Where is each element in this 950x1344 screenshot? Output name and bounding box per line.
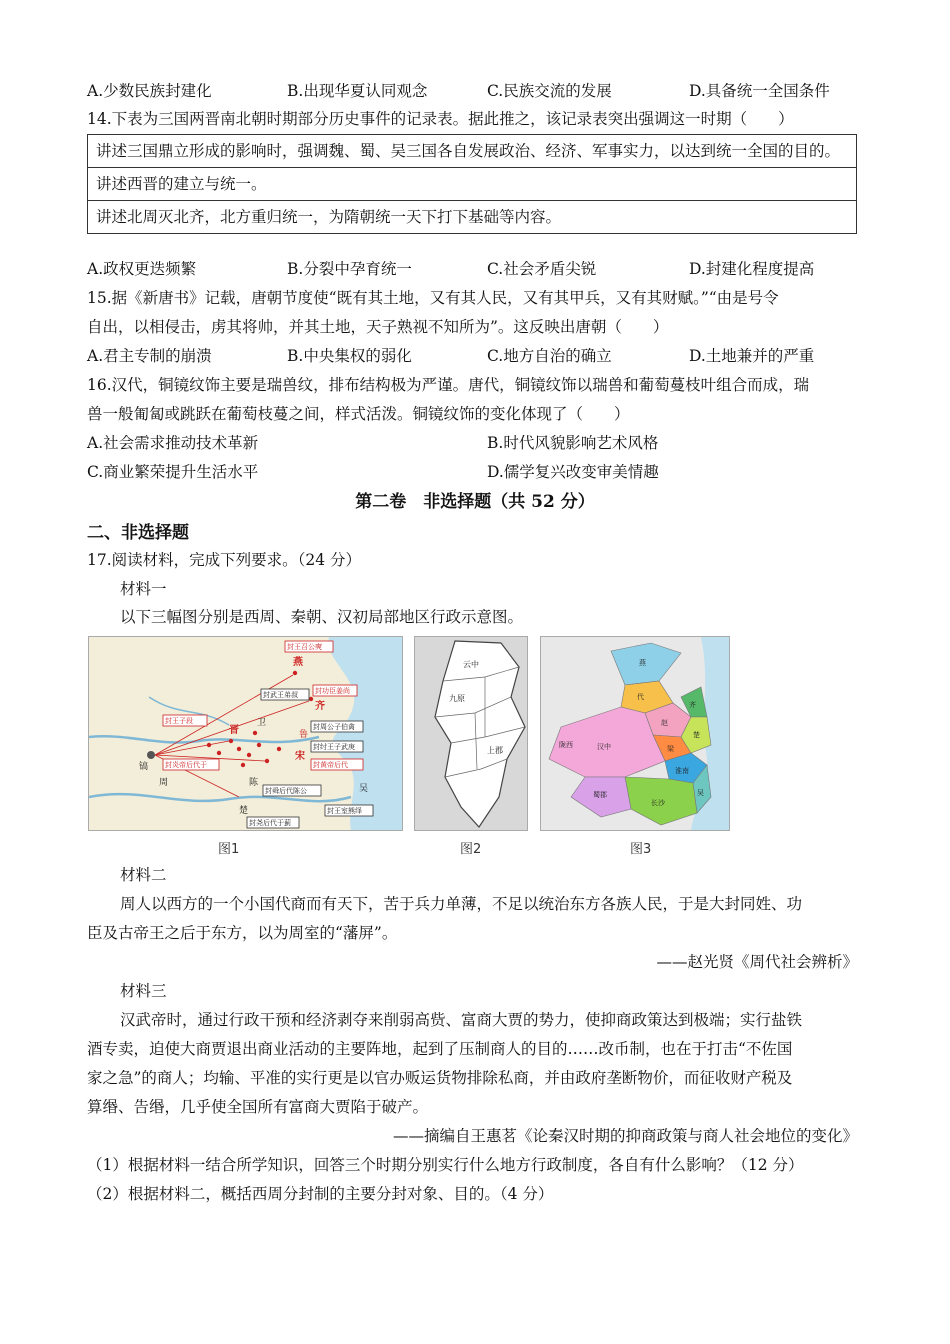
table-cell: 讲述西晋的建立与统一。: [88, 168, 857, 201]
figure-2-qin-map: [414, 636, 528, 831]
q16-options-row2: [87, 461, 867, 483]
map-label: 封功臣姜尚: [315, 687, 350, 695]
material-3-line1: 汉武帝时，通过行政干预和经济剥夺来削弱高赀、富商大贾的势力，使抑商政策达到极端；实行盐铁: [120, 1011, 803, 1029]
map-label: 吴: [697, 789, 704, 797]
q14-option-a[interactable]: A.政权更迭频繁: [87, 260, 197, 278]
map-label: 周: [159, 778, 169, 788]
map-label: 云中: [463, 660, 479, 669]
map-label: 封尧后代于蓟: [249, 819, 291, 827]
map-label: 吴: [359, 784, 369, 794]
material-3-line4: 算缗、告缗，几乎使全国所有富商大贾陷于破产。: [87, 1098, 429, 1116]
q16-option-b[interactable]: B.时代风貌影响艺术风格: [487, 434, 659, 452]
q17-sub1: （1）根据材料一结合所学知识，回答三个时期分别实行什么地方行政制度，各自有什么影响？（12 分）: [87, 1156, 804, 1174]
haojing-marker: [147, 751, 155, 759]
q14-stem: 14.下表为三国两晋南北朝时期部分历史事件的记录表。据此推之，该记录表突出强调这一时期（ ）: [87, 110, 794, 128]
map-label: 燕: [639, 659, 646, 667]
map-1-svg: [89, 637, 402, 830]
q14-option-c[interactable]: C.社会矛盾尖锐: [487, 260, 597, 278]
table-cell: 讲述北周灭北齐，北方重归统一，为隋朝统一天下打下基础等内容。: [88, 201, 857, 234]
map-label: 楚: [693, 731, 700, 739]
material-3-line3: 家之急”的商人；均输、平准的实行更是以官办贩运货物排除私商，并由政府垄断物价，而征收财产税及: [87, 1069, 793, 1087]
map-label: 封炎帝后代于: [165, 761, 207, 769]
map-label: 封舜后代陈公: [265, 787, 307, 795]
table-cell: 讲述三国鼎立形成的影响时，强调魏、蜀、吴三国各自发展政治、经济、军事实力，以达到统一全国的目的。: [88, 135, 857, 168]
map-label: 长沙: [651, 799, 665, 807]
q15-stem-line1: 15.据《新唐书》记载，唐朝节度使“既有其土地，又有其人民，又有其甲兵，又有其财赋。”“由是号令: [87, 289, 779, 307]
figure-1-caption: 图1: [218, 842, 240, 857]
map-3-svg: [541, 637, 729, 830]
q16-stem-line1: 16.汉代，铜镜纹饰主要是瑞兽纹，排布结构极为严谨。唐代，铜镜纹饰以瑞兽和葡萄蔓枝叶组合而成，瑞: [87, 376, 810, 394]
figure-2-caption: 图2: [460, 842, 482, 857]
q17-stem: 17.阅读材料，完成下列要求。（24 分）: [87, 551, 362, 569]
q13-option-b[interactable]: B.出现华夏认同观念: [287, 82, 428, 100]
table-row: [88, 135, 857, 168]
q13-option-a[interactable]: A.少数民族封建化: [87, 82, 212, 100]
q15-options: [87, 345, 867, 367]
material-1-text: 以下三幅图分别是西周、秦朝、汉初局部地区行政示意图。: [120, 608, 524, 626]
map-label: 梁: [667, 745, 674, 753]
map-label: 封王子段: [165, 717, 193, 725]
map-label: 汉中: [597, 743, 611, 751]
map-label: 齐: [315, 701, 325, 712]
q16-option-c[interactable]: C.商业繁荣提升生活水平: [87, 463, 259, 481]
table-row: [88, 201, 857, 234]
map-label: 封武王弟叔: [263, 691, 298, 699]
figure-3-early-han-map: [540, 636, 730, 831]
map-label: 镐: [139, 762, 149, 772]
material-1-label: 材料一: [120, 580, 167, 598]
q16-options-row1: [87, 432, 867, 454]
map-label: 燕: [293, 657, 303, 668]
q14-record-table: [87, 134, 857, 234]
map-label: 封王室熊绎: [327, 807, 362, 815]
map-label: 齐: [689, 701, 696, 709]
map-label: 晋: [229, 725, 239, 736]
q16-option-a[interactable]: A.社会需求推动技术革新: [87, 434, 259, 452]
map-label: 赵: [661, 719, 668, 727]
map-label: 上郡: [487, 746, 503, 755]
q13-options: [87, 80, 867, 102]
material-3-label: 材料三: [120, 982, 167, 1000]
q15-option-c[interactable]: C.地方自治的确立: [487, 347, 612, 365]
part2-title: 第二卷 非选择题（共 52 分）: [355, 492, 595, 512]
map-2-svg: [415, 637, 527, 830]
map-label: 楚: [239, 806, 249, 816]
map-label: 代: [637, 693, 644, 701]
map-label: 封周公子伯禽: [313, 723, 355, 731]
q13-option-d[interactable]: D.具备统一全国条件: [689, 82, 830, 100]
section-heading: 二、非选择题: [87, 523, 189, 543]
material-2-line1: 周人以西方的一个小国代商而有天下，苦于兵力单薄，不足以统治东方各族人民，于是大封同姓、功: [120, 895, 803, 913]
map-label: 淮南: [675, 767, 689, 775]
q15-option-b[interactable]: B.中央集权的弱化: [287, 347, 412, 365]
material-2-source: ——赵光贤《周代社会辨析》: [656, 953, 858, 971]
figure-3-caption: 图3: [630, 842, 652, 857]
map-label: 蜀郡: [593, 791, 607, 799]
q15-option-d[interactable]: D.土地兼并的严重: [689, 347, 815, 365]
q14-option-d[interactable]: D.封建化程度提高: [689, 260, 815, 278]
map-label: 封王召公奭: [287, 643, 322, 651]
material-2-label: 材料二: [120, 866, 167, 884]
map-label: 卫: [257, 718, 267, 728]
q14-options: [87, 258, 867, 280]
q16-option-d[interactable]: D.儒学复兴改变审美情趣: [487, 463, 659, 481]
material-2-line2: 臣及古帝王之后于东方，以为周室的“藩屏”。: [87, 924, 398, 942]
map-label: 封纣王子武庚: [313, 743, 355, 751]
map-label: 封黄帝后代: [313, 761, 348, 769]
q13-option-c[interactable]: C.民族交流的发展: [487, 82, 612, 100]
q16-stem-line2: 兽一般匍匐或跳跃在葡萄枝蔓之间，样式活泼。铜镜纹饰的变化体现了（ ）: [87, 405, 630, 423]
q15-option-a[interactable]: A.君主专制的崩溃: [87, 347, 212, 365]
map-label: 陇西: [559, 741, 573, 749]
figure-1-western-zhou-map: [88, 636, 403, 831]
map-label: 九原: [449, 694, 465, 703]
material-3-source: ——摘编自王惠茗《论秦汉时期的抑商政策与商人社会地位的变化》: [392, 1127, 858, 1145]
q15-stem-line2: 自出，以相侵击，虏其将帅，并其土地，天子熟视不知所为”。这反映出唐朝（ ）: [87, 318, 669, 336]
map-label: 陈: [249, 778, 259, 788]
q14-option-b[interactable]: B.分裂中孕育统一: [287, 260, 412, 278]
q17-sub2: （2）根据材料二，概括西周分封制的主要分封对象、目的。（4 分）: [87, 1185, 554, 1203]
table-row: [88, 168, 857, 201]
material-3-line2: 酒专卖，迫使大商贾退出商业活动的主要阵地，起到了压制商人的目的……改币制，也在于打击“不佐国: [87, 1040, 793, 1058]
map-label: 宋: [295, 751, 305, 762]
map-label: 鲁: [299, 730, 309, 740]
